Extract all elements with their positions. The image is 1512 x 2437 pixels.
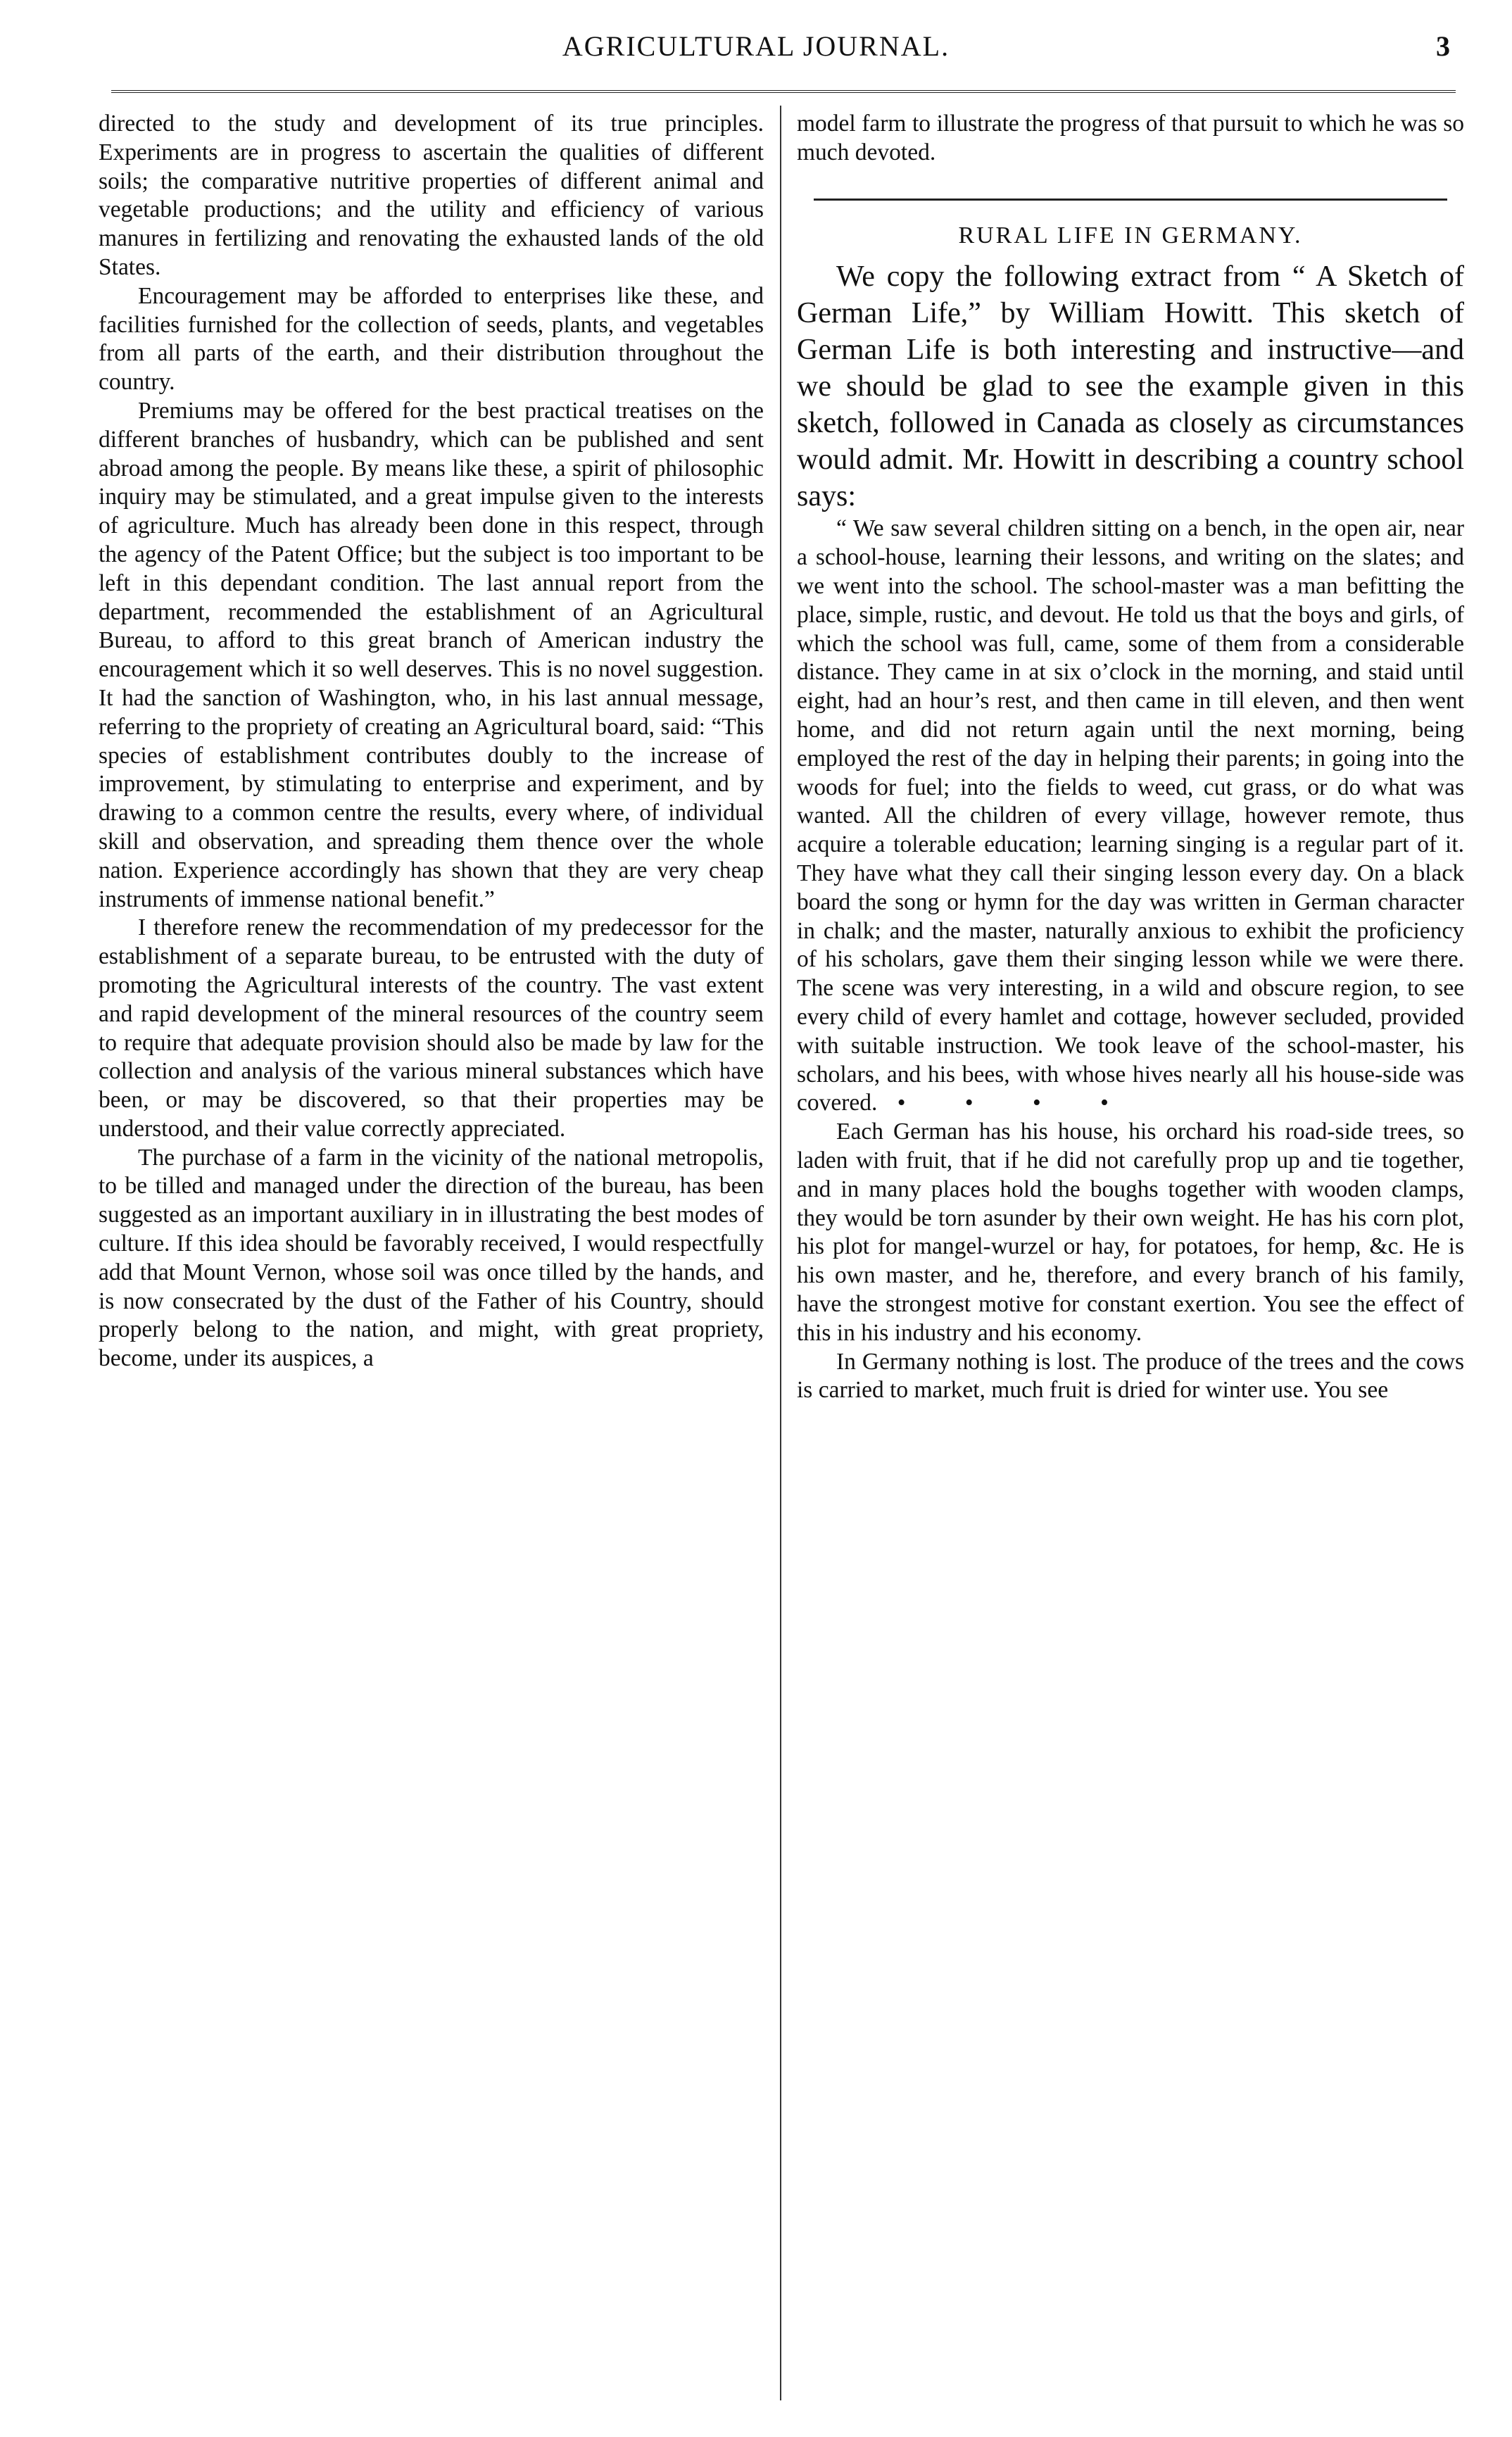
left-column — [99, 110, 764, 1373]
quoted-text: “ We saw several children sitting on a bench, in the open air, near a school-house, learning their lessons, and writing on the slates; and we went into the school. The school-master was a man befitting the place, simple, rustic, and devout. He told us that the boys and girls, of which the school was full, came, some of them from a considerable distance. They came in at six o’clock in the morning, and staid until eight, had an hour’s rest, and then came in till eleven, and then went home, and did not return again until the next morning, being employed the rest of the day in helping their parents; in going into the woods for fuel; into the fields to weed, cut grass, or do what was wanted. All the children of every village, however remote, thus acquire a tolerable education; learning singing is a regular part of it. They have what they call their singing lesson every day. On a black board the song or hymn for the day was written in German character in chalk; and the master, naturally anxious to exhibit the proficiency of his scholars, gave them their singing lesson while we were there. The scene was very interesting, in a wild and obscure region, to see every child of every hamlet and cottage, however secluded, provided with suitable instruction. We took leave of the school-master, his scholars, and his bees, with whose hives nearly all his house-side was covered. — [797, 515, 1464, 1116]
article-heading: RURAL LIFE IN GERMANY. — [958, 222, 1303, 248]
paragraph: The purchase of a farm in the vicinity of the national metropolis, to be tilled and managed under the direction of the bureau, has been suggested as an important auxiliary in in illustrating the best modes of culture. If this idea should be favorably received, I would respectfully add that Mount Vernon, whose soil was once tilled by the hands, and is now consecrated by the dust of the Father of his Country, should properly belong to the nation, and might, with great propriety, become, under its auspices, a — [99, 1144, 764, 1372]
paragraph-continued: directed to the study and development of its true principles. Experiments are in progress to ascertain the qualities of different soils; the comparative nutritive properties of different animal and vegetable productions; and the utility and efficiency of various manures in fertilizing and renovating the exhausted lands of the old States. — [99, 111, 764, 280]
quoted-paragraph — [797, 515, 1464, 1118]
header-rule — [111, 90, 1456, 93]
paragraph: In Germany nothing is lost. The produce of the trees and the cows is carried to market, much fruit is dried for winter use. You see — [797, 1348, 1464, 1404]
right-column — [797, 110, 1464, 1405]
paragraph: Each German has his house, his orchard his road-side trees, so laden with fruit, that if he did not carefully prop up and tie together, and in many places hold the boughs together with wooden clamps, they would be torn asunder by their own weight. He has his corn plot, his plot for mangel-wurzel or hay, for potatoes, for hemp, &c. He is his own master, and he, therefore, and every branch of his family, have the strongest motive for constant exertion. You see the effect of this in his industry and his economy. — [797, 1119, 1464, 1346]
column-divider — [780, 106, 781, 2400]
journal-title: AGRICULTURAL JOURNAL. — [562, 30, 950, 62]
paragraph: I therefore renew the recommendation of my predecessor for the establishment of a separate bureau, to be entrusted with the duty of promoting the Agricultural interests of the country. The vast extent and rapid development of the mineral resources of the country seem to require that adequate provision should also be made by law for the collection and analysis of the various mineral substances which have been, or may be discovered, so that their properties may be understood, and their value correctly appreciated. — [99, 914, 764, 1142]
article-intro: We copy the following extract from “ A Sketch of German Life,” by William Howitt. This sketch of German Life is both interesting and instructive—and we should be glad to see the example given in this sketch, followed in Canada as closely as circumstances would admit. Mr. Howitt in describing a country school says: — [797, 260, 1464, 513]
page-number: 3 — [1436, 30, 1450, 62]
article-separator-rule — [814, 199, 1447, 201]
ellipsis-marks: • • • • — [897, 1090, 1135, 1116]
running-head — [0, 21, 1512, 70]
paragraph-continued: model farm to illustrate the progress of that pursuit to which he was so much devoted. — [797, 111, 1464, 165]
quoted-extract — [797, 515, 1464, 1405]
paragraph: Premiums may be offered for the best practical treatises on the different branches of husbandry, which can be published and sent abroad among the people. By means like these, a spirit of philosophic inquiry may be stimulated, and a great impulse given to the interests of agriculture. Much has already been done in this respect, through the agency of the Patent Office; but the subject is too important to be left in this dependant condition. The last annual report from the department, recommended the establishment of an Agricultural Bureau, to afford to this great branch of American industry the encouragement which it so well deserves. This is no novel suggestion. It had the sanction of Washington, who, in his last annual message, referring to the propriety of creating an Agricultural board, said: “This species of establishment contributes doubly to the increase of improvement, by stimulating to enterprise and experiment, and by drawing to a common centre the results, every where, of individual skill and observation, and spreading them thence over the whole nation. Experience accordingly has shown that they are very cheap instruments of immense national benefit.” — [99, 397, 764, 912]
paragraph: Encouragement may be afforded to enterprises like these, and facilities furnished for the collection of seeds, plants, and vegetables from all parts of the earth, and their distribution throughout the country. — [99, 282, 764, 396]
